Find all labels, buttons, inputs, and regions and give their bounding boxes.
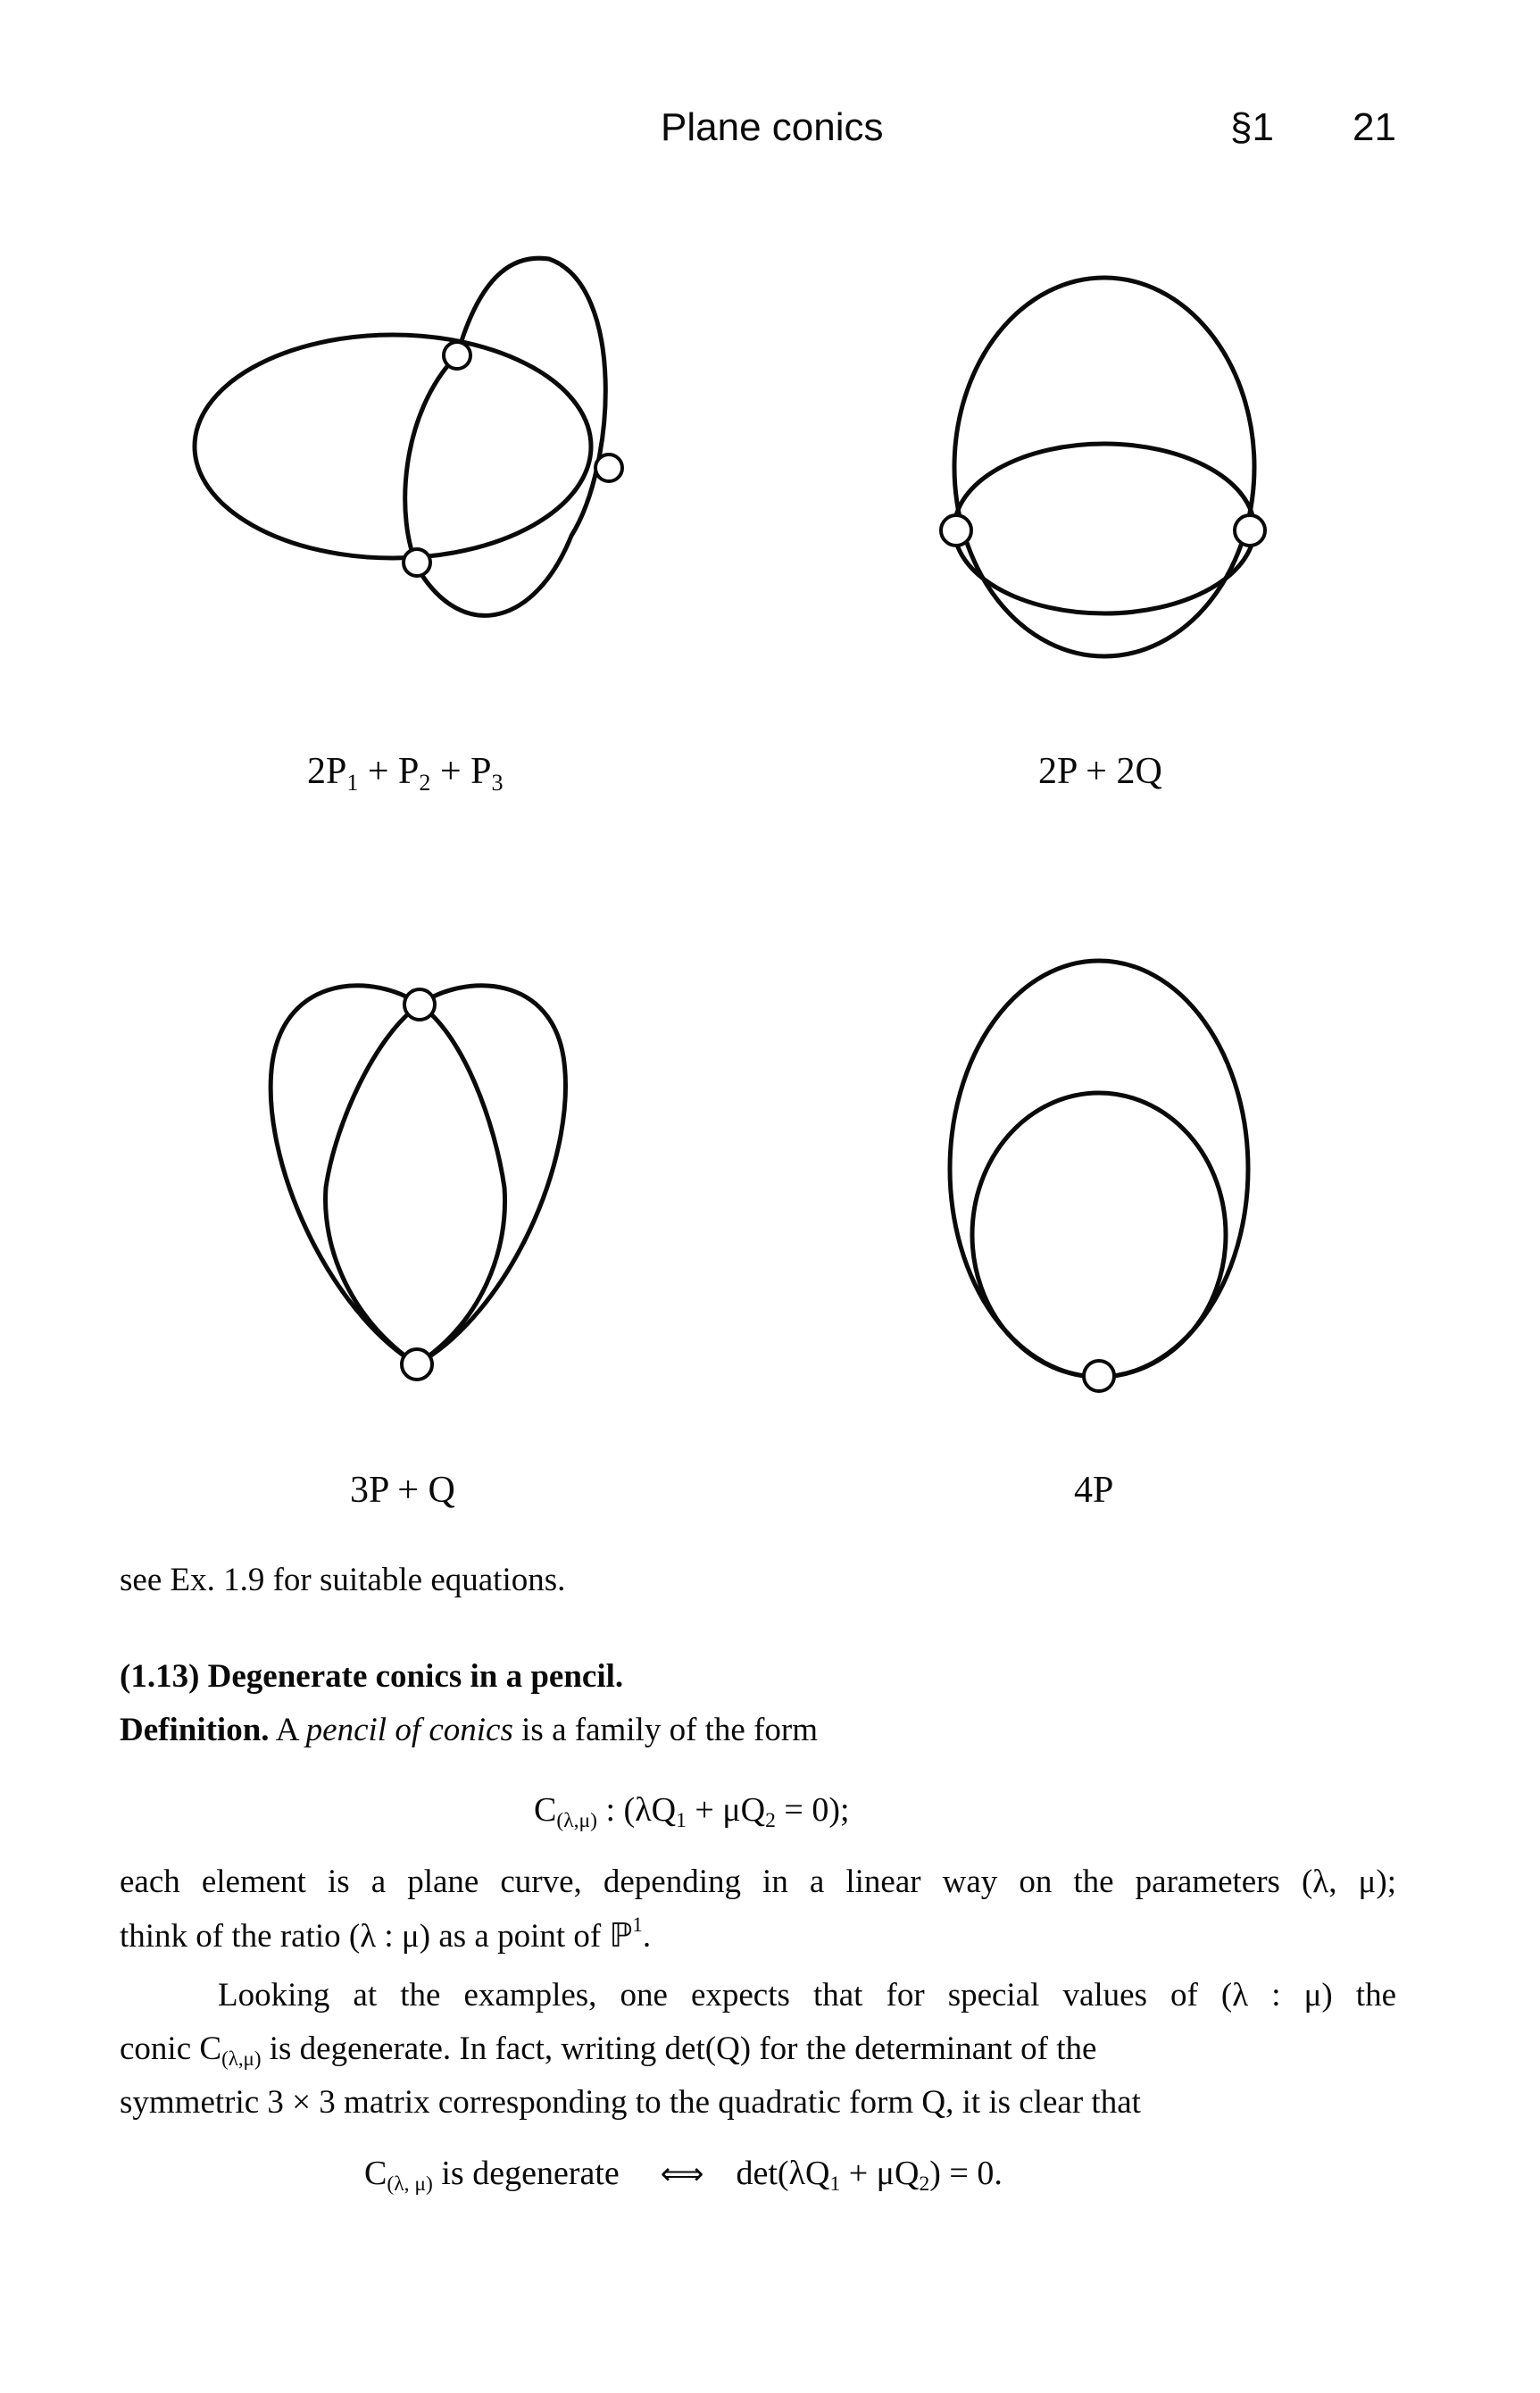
running-title: Plane conics <box>661 105 884 149</box>
paragraph2-line1: Looking at the examples, one expects that for special values of (λ : μ) the <box>218 1977 1396 2014</box>
paragraph1-line2: think of the ratio (λ : μ) as a point of ℙ$^1$. <box>120 1913 652 1955</box>
pencil-equation: $C_{(\lambda,\mu)}$ : $(\lambda Q_1 + \mu Q_2 = 0)$; <box>534 1791 850 1833</box>
caption-fig1: $2P_1 + P_2 + P_3$ <box>307 751 504 796</box>
paragraph2-line2: conic $C_{(\lambda,\mu)}$ is degenerate. In fact, writing det(Q) for the determinant of the <box>120 2030 1097 2070</box>
paragraph2-line3: symmetric 3 × 3 matrix corresponding to the quadratic form Q, it is clear that <box>120 2084 1141 2121</box>
page-number: 21 <box>1353 105 1396 149</box>
paragraph1-line1: each element is a plane curve, depending in a linear way on the parameters (λ, μ); <box>120 1864 1396 1900</box>
section-heading: (1.13) Degenerate conics in a pencil. <box>120 1658 624 1695</box>
see-example-note: see Ex. 1.9 for suitable equations. <box>120 1562 566 1598</box>
inner-ellipse <box>972 1093 1226 1377</box>
caption-fig4: 4P <box>1074 1470 1114 1511</box>
degeneracy-equivalence: $C_{(\lambda, \mu)}$ is degenerate ⟺ $\det(\lambda Q_1 + \mu Q_2) = 0$. <box>364 2155 1003 2197</box>
hyperosculation-point-p <box>1084 1361 1114 1391</box>
caption-fig3: 3P + Q <box>350 1470 455 1511</box>
iff-arrow: ⟺ <box>660 2156 704 2192</box>
caption-fig2: 2P + 2Q <box>1038 751 1162 792</box>
section-mark: §1 <box>1230 105 1274 149</box>
definition-line: Definition. A pencil of conics is a family of the form <box>120 1712 819 1748</box>
